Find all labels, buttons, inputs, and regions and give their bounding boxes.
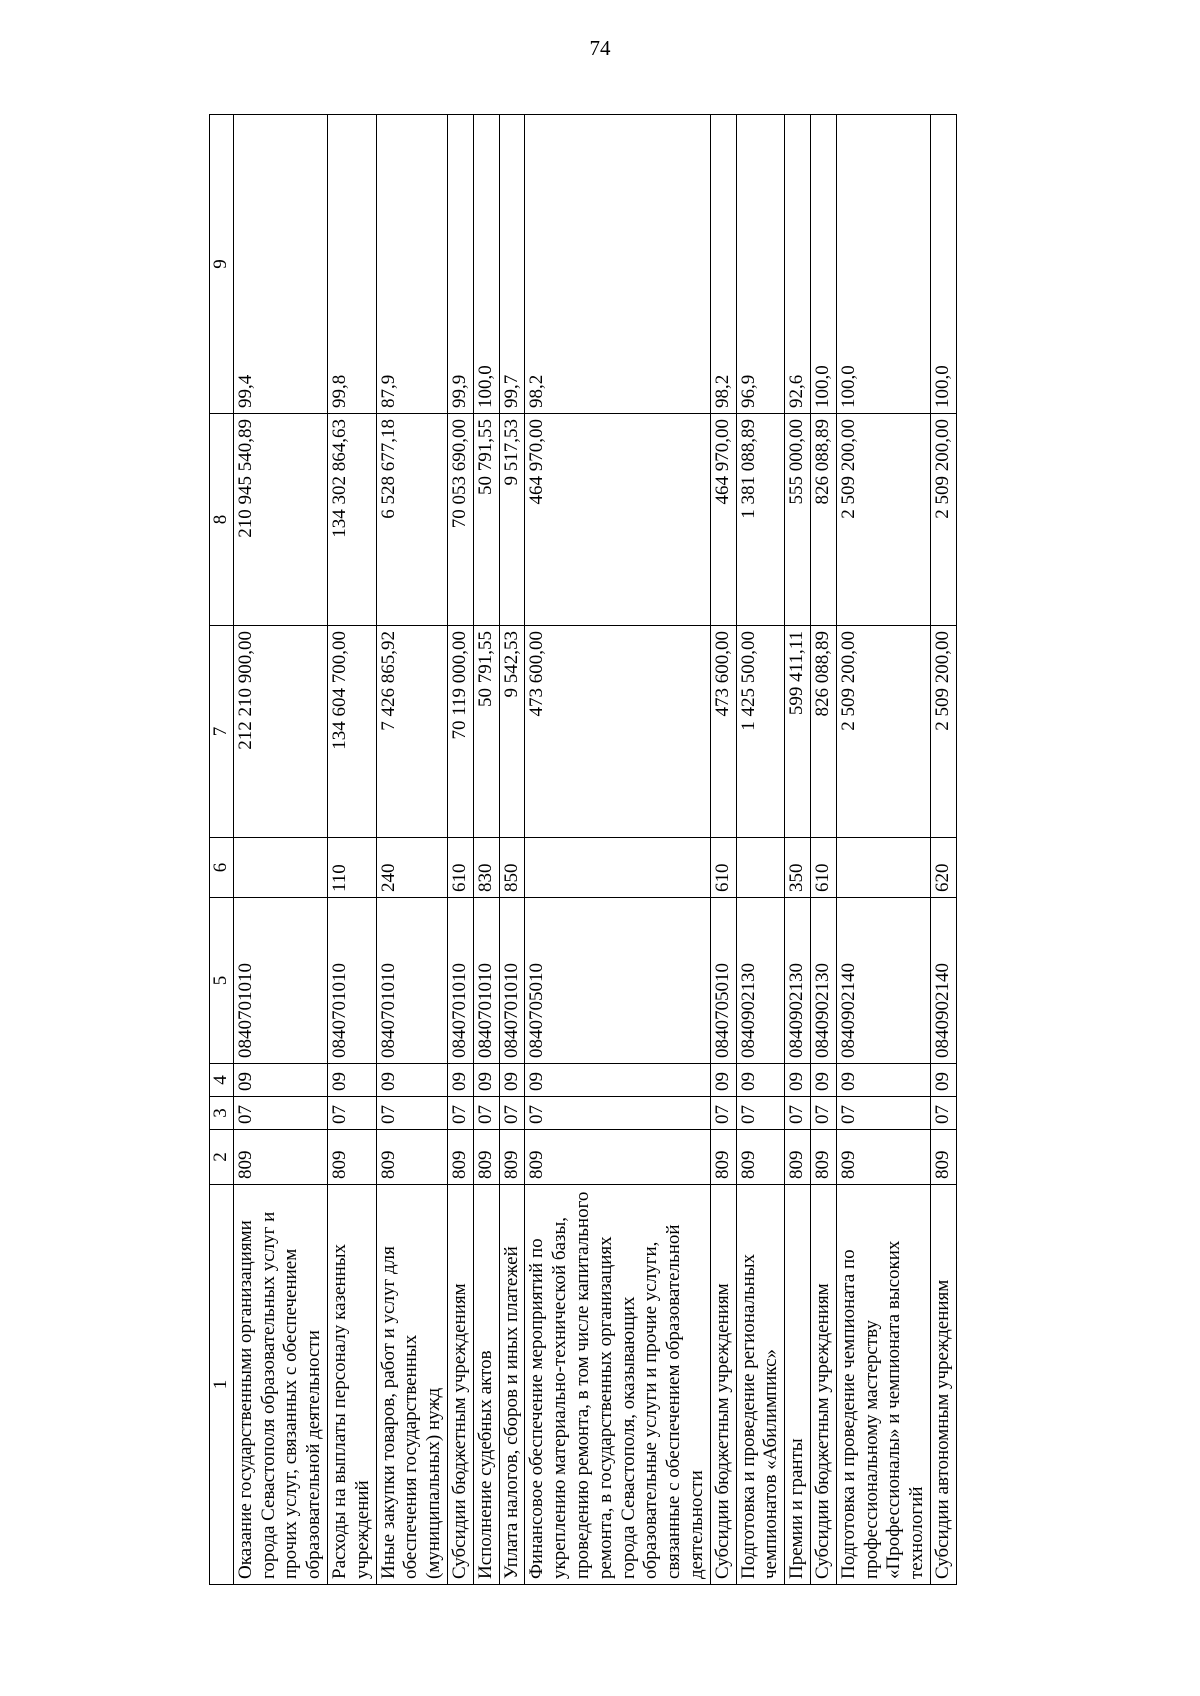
cell-percent-9: 99,8 [327,115,376,414]
row-name: Оказание государственными организациями города Севастополя образовательных услуг и прочих услуг, связанных с обеспечением образовательной деятельности [233,1185,327,1585]
cell-code-3: 07 [736,1097,785,1130]
cell-code-4: 09 [447,1064,473,1097]
cell-code-4: 09 [836,1064,930,1097]
cell-code-6: 350 [785,838,811,898]
row-name: Субсидии бюджетным учреждениям [447,1185,473,1585]
cell-code-6: 110 [327,838,376,898]
cell-code-5: 0840701010 [499,898,525,1064]
cell-percent-9: 87,9 [376,115,447,414]
table-body [233,115,956,1585]
row-name: Уплата налогов, сборов и иных платежей [499,1185,525,1585]
cell-code-3: 07 [233,1097,327,1130]
budget-table [209,114,957,1585]
cell-percent-9: 96,9 [736,115,785,414]
cell-code-2: 809 [810,1130,836,1185]
cell-code-4: 09 [710,1064,736,1097]
table-row [710,115,736,1585]
cell-amount-8: 50 791,55 [473,414,499,626]
cell-code-6 [836,838,930,898]
cell-code-3: 07 [376,1097,447,1130]
row-name: Субсидии автономным учреждениям [930,1185,956,1585]
cell-code-4: 09 [233,1064,327,1097]
cell-code-5: 0840705010 [710,898,736,1064]
cell-code-4: 09 [376,1064,447,1097]
cell-code-6: 610 [810,838,836,898]
cell-percent-9: 100,0 [810,115,836,414]
table-row [327,115,376,1585]
cell-code-3: 07 [327,1097,376,1130]
cell-percent-9: 100,0 [473,115,499,414]
column-header: 9 [210,115,234,414]
cell-percent-9: 99,4 [233,115,327,414]
page-number: 74 [589,36,611,60]
cell-amount-8: 134 302 864,63 [327,414,376,626]
row-name: Субсидии бюджетным учреждениям [810,1185,836,1585]
table-row [499,115,525,1585]
cell-code-3: 07 [447,1097,473,1130]
row-name: Финансовое обеспечение мероприятий по укреплению материально-технической базы, проведению ремонта, в том числе капитального ремонта, в государственных организациях города Севастополя, оказывающих образовательные услуги и прочие услуги, связанные с обеспечением образовательной деятельности [525,1185,710,1585]
cell-code-5: 0840902140 [836,898,930,1064]
cell-code-4: 09 [736,1064,785,1097]
column-header: 4 [210,1064,234,1097]
cell-percent-9: 99,7 [499,115,525,414]
table-row [785,115,811,1585]
cell-amount-8: 555 000,00 [785,414,811,626]
row-name: Субсидии бюджетным учреждениям [710,1185,736,1585]
cell-amount-7: 1 425 500,00 [736,626,785,838]
cell-amount-7: 473 600,00 [710,626,736,838]
cell-code-6: 620 [930,838,956,898]
cell-code-5: 0840705010 [525,898,710,1064]
cell-code-6: 610 [447,838,473,898]
cell-code-4: 09 [327,1064,376,1097]
rotated-content [209,115,1150,1585]
table-row [836,115,930,1585]
cell-amount-8: 2 509 200,00 [930,414,956,626]
cell-code-6 [736,838,785,898]
row-name: Иные закупки товаров, работ и услуг для обеспечения государственных (муниципальных) нужд [376,1185,447,1585]
cell-amount-8: 210 945 540,89 [233,414,327,626]
cell-code-2: 809 [327,1130,376,1185]
column-header: 6 [210,838,234,898]
cell-code-3: 07 [473,1097,499,1130]
cell-code-4: 09 [499,1064,525,1097]
cell-code-2: 809 [233,1130,327,1185]
cell-code-3: 07 [785,1097,811,1130]
cell-amount-7: 2 509 200,00 [930,626,956,838]
cell-code-4: 09 [525,1064,710,1097]
cell-amount-8: 464 970,00 [525,414,710,626]
cell-code-5: 0840902130 [810,898,836,1064]
row-name: Подготовка и проведение региональных чемпионатов «Абилимпикс» [736,1185,785,1585]
cell-code-4: 09 [930,1064,956,1097]
cell-amount-7: 50 791,55 [473,626,499,838]
cell-amount-7: 212 210 900,00 [233,626,327,838]
cell-code-3: 07 [525,1097,710,1130]
cell-code-2: 809 [525,1130,710,1185]
table-row [473,115,499,1585]
cell-code-6: 610 [710,838,736,898]
cell-code-5: 0840902130 [785,898,811,1064]
cell-amount-8: 2 509 200,00 [836,414,930,626]
cell-code-2: 809 [930,1130,956,1185]
cell-code-2: 809 [836,1130,930,1185]
cell-amount-8: 1 381 088,89 [736,414,785,626]
cell-amount-7: 70 119 000,00 [447,626,473,838]
cell-amount-7: 9 542,53 [499,626,525,838]
cell-amount-7: 826 088,89 [810,626,836,838]
cell-code-3: 07 [710,1097,736,1130]
table-row [736,115,785,1585]
column-header: 7 [210,626,234,838]
table-row [525,115,710,1585]
cell-amount-8: 826 088,89 [810,414,836,626]
row-name: Расходы на выплаты персоналу казенных учреждений [327,1185,376,1585]
header-row [210,115,234,1585]
cell-amount-7: 2 509 200,00 [836,626,930,838]
cell-amount-7: 134 604 700,00 [327,626,376,838]
cell-code-5: 0840701010 [327,898,376,1064]
cell-percent-9: 92,6 [785,115,811,414]
cell-code-5: 0840701010 [473,898,499,1064]
cell-code-5: 0840902130 [736,898,785,1064]
cell-amount-7: 7 426 865,92 [376,626,447,838]
cell-amount-7: 473 600,00 [525,626,710,838]
cell-amount-7: 599 411,11 [785,626,811,838]
cell-percent-9: 100,0 [836,115,930,414]
cell-code-5: 0840902140 [930,898,956,1064]
row-name: Премии и гранты [785,1185,811,1585]
cell-percent-9: 98,2 [525,115,710,414]
cell-code-5: 0840701010 [447,898,473,1064]
row-name: Исполнение судебных актов [473,1185,499,1585]
cell-percent-9: 100,0 [930,115,956,414]
table-row [810,115,836,1585]
cell-code-2: 809 [447,1130,473,1185]
cell-amount-8: 464 970,00 [710,414,736,626]
cell-code-3: 07 [810,1097,836,1130]
cell-code-2: 809 [785,1130,811,1185]
cell-amount-8: 6 528 677,18 [376,414,447,626]
cell-code-4: 09 [810,1064,836,1097]
column-header: 3 [210,1097,234,1130]
cell-code-6 [525,838,710,898]
cell-percent-9: 98,2 [710,115,736,414]
cell-code-3: 07 [836,1097,930,1130]
column-header: 5 [210,898,234,1064]
cell-code-5: 0840701010 [376,898,447,1064]
cell-code-2: 809 [473,1130,499,1185]
cell-code-4: 09 [473,1064,499,1097]
table-row [930,115,956,1585]
table-row [376,115,447,1585]
cell-code-2: 809 [376,1130,447,1185]
cell-code-3: 07 [499,1097,525,1130]
row-name: Подготовка и проведение чемпионата по профессиональному мастерству «Профессионалы» и чемпионата высоких технологий [836,1185,930,1585]
table-row [447,115,473,1585]
cell-code-2: 809 [499,1130,525,1185]
cell-amount-8: 70 053 690,00 [447,414,473,626]
cell-code-6 [233,838,327,898]
table-row [233,115,327,1585]
cell-percent-9: 99,9 [447,115,473,414]
cell-code-6: 240 [376,838,447,898]
column-header: 1 [210,1185,234,1585]
cell-code-6: 830 [473,838,499,898]
cell-code-3: 07 [930,1097,956,1130]
cell-code-6: 850 [499,838,525,898]
column-header: 2 [210,1130,234,1185]
cell-code-2: 809 [710,1130,736,1185]
cell-amount-8: 9 517,53 [499,414,525,626]
column-header: 8 [210,414,234,626]
cell-code-5: 0840701010 [233,898,327,1064]
cell-code-4: 09 [785,1064,811,1097]
rotated-table-area [209,115,1150,1585]
cell-code-2: 809 [736,1130,785,1185]
